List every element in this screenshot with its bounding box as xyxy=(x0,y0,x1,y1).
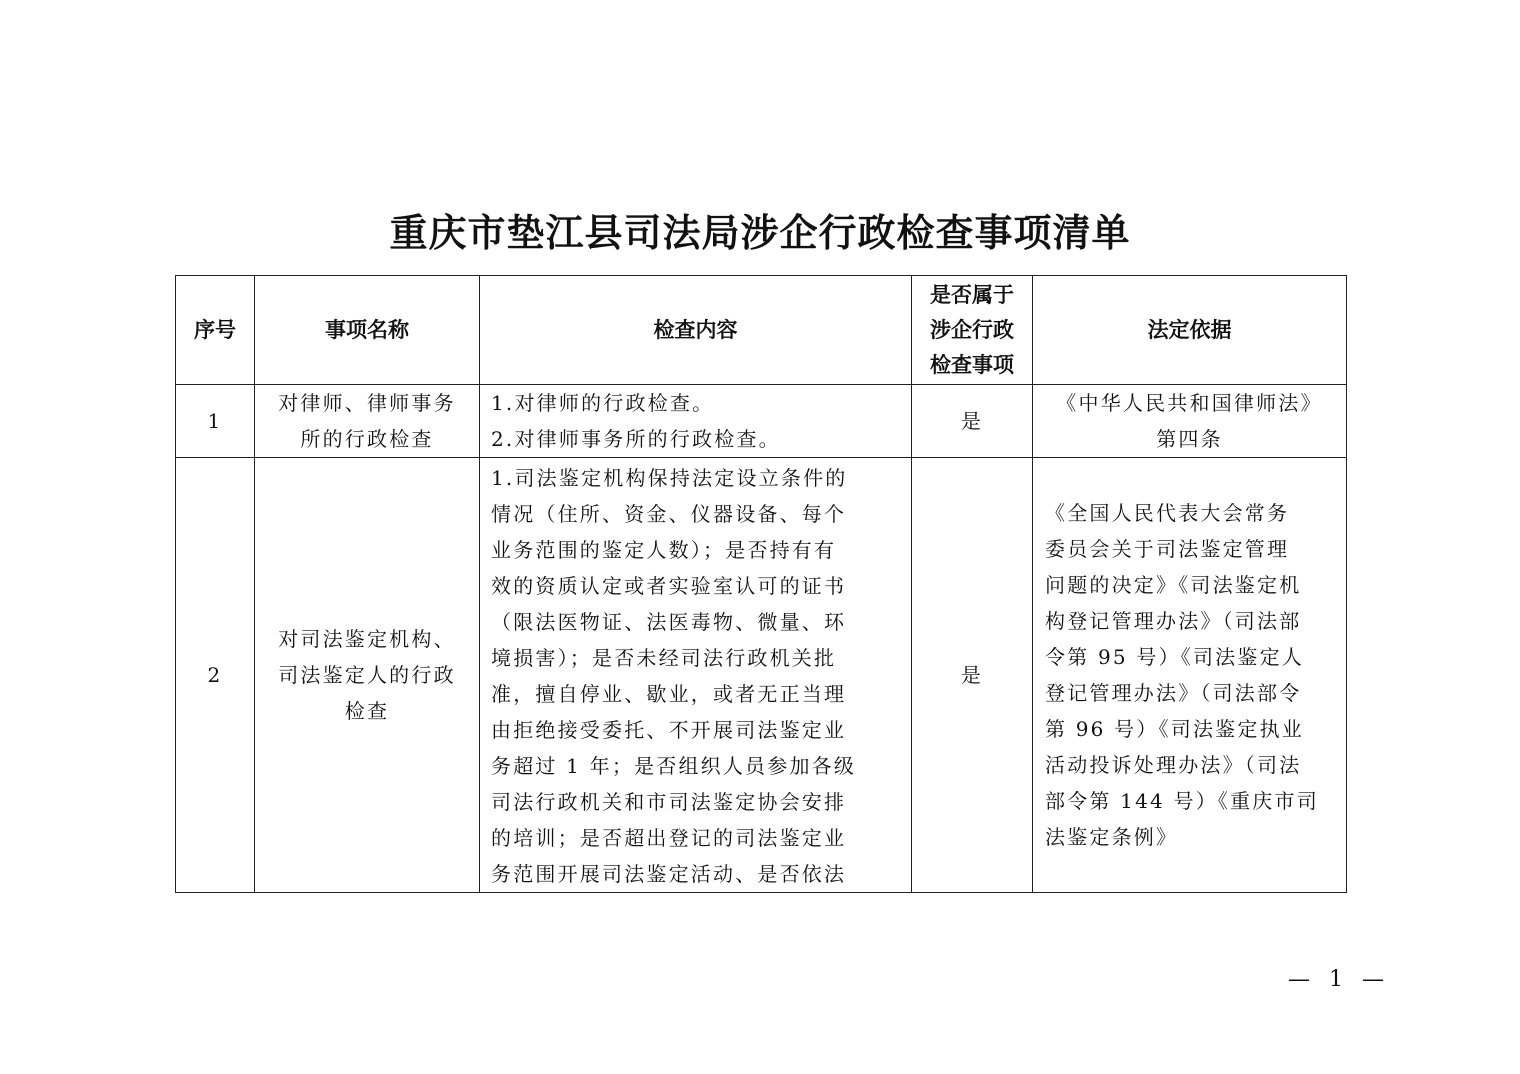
content-line: 1.对律师的行政检查。 xyxy=(491,391,715,415)
content-line: 业务范围的鉴定人数）；是否持有有 xyxy=(491,538,837,562)
content-line: 情况（住所、资金、仪器设备、每个 xyxy=(491,502,847,526)
content-line: 务超过 1 年；是否组织人员参加各级 xyxy=(491,754,857,778)
cell-item-name xyxy=(255,458,480,893)
item-name-line: 司法鉴定人的行政 xyxy=(278,663,456,687)
basis-line: 令第 95 号）《司法鉴定人 xyxy=(1045,645,1304,669)
basis-line: 活动投诉处理办法》（司法 xyxy=(1045,753,1302,777)
content-line: 境损害）；是否未经司法行政机关批 xyxy=(491,646,837,670)
basis-line: 《中华人民共和国律师法》 xyxy=(1056,391,1323,415)
content-line: 效的资质认定或者实验室认可的证书 xyxy=(491,574,847,598)
inspection-checklist-table xyxy=(175,275,1347,893)
content-line: 司法行政机关和市司法鉴定协会安排 xyxy=(491,790,847,814)
content-line: （限法医物证、法医毒物、微量、环 xyxy=(491,610,847,634)
basis-line: 构登记管理办法》（司法部 xyxy=(1045,609,1302,633)
cell-is-enterprise-inspection: 是 xyxy=(912,458,1033,893)
cell-item-name xyxy=(255,385,480,458)
basis-line: 第四条 xyxy=(1156,427,1223,451)
cell-serial-number: 1 xyxy=(176,385,255,458)
cell-inspection-content xyxy=(480,458,912,893)
basis-line: 登记管理办法》（司法部令 xyxy=(1045,681,1302,705)
header-inspection-content: 检查内容 xyxy=(480,276,912,385)
cell-serial-number: 2 xyxy=(176,458,255,893)
item-name-line: 对律师、律师事务 xyxy=(278,391,456,415)
item-name-line: 对司法鉴定机构、 xyxy=(278,627,456,651)
header-is-enterprise-inspection xyxy=(912,276,1033,385)
content-line: 准，擅自停业、歇业，或者无正当理 xyxy=(491,682,847,706)
page-number: — 1 — xyxy=(1288,967,1390,992)
header-flag-line: 是否属于 xyxy=(930,282,1014,307)
header-item-name: 事项名称 xyxy=(255,276,480,385)
cell-inspection-content xyxy=(480,385,912,458)
basis-line: 部令第 144 号）《重庆市司 xyxy=(1045,789,1319,813)
content-line: 1.司法鉴定机构保持法定设立条件的 xyxy=(491,466,848,490)
cell-legal-basis xyxy=(1033,458,1347,893)
page-title: 重庆市垫江县司法局涉企行政检查事项清单 xyxy=(389,210,1131,255)
basis-line: 问题的决定》《司法鉴定机 xyxy=(1045,573,1302,597)
basis-line: 委员会关于司法鉴定管理 xyxy=(1045,537,1290,561)
item-name-line: 检查 xyxy=(344,699,390,723)
cell-legal-basis xyxy=(1033,385,1347,458)
basis-line: 第 96 号）《司法鉴定执业 xyxy=(1045,717,1304,741)
header-serial-number: 序号 xyxy=(176,276,255,385)
content-line: 的培训；是否超出登记的司法鉴定业 xyxy=(491,826,847,850)
basis-line: 法鉴定条例》 xyxy=(1045,825,1179,849)
table-header-row xyxy=(176,276,1347,385)
header-legal-basis: 法定依据 xyxy=(1033,276,1347,385)
content-line: 2.对律师事务所的行政检查。 xyxy=(491,427,781,451)
basis-line: 《全国人民代表大会常务 xyxy=(1045,501,1290,525)
header-flag-line: 涉企行政 xyxy=(930,317,1014,342)
content-line: 务范围开展司法鉴定活动、是否依法 xyxy=(491,862,847,886)
item-name-line: 所的行政检查 xyxy=(300,427,434,451)
table-row xyxy=(176,385,1347,458)
header-flag-line: 检查事项 xyxy=(930,352,1014,377)
cell-is-enterprise-inspection: 是 xyxy=(912,385,1033,458)
content-line: 由拒绝接受委托、不开展司法鉴定业 xyxy=(491,718,847,742)
table-row xyxy=(176,458,1347,893)
